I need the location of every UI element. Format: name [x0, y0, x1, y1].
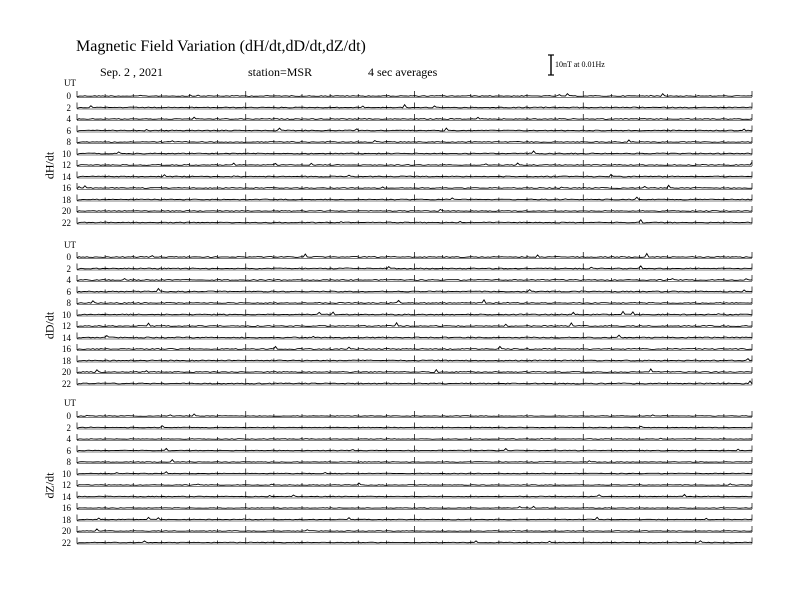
- hour-row-label: 12: [62, 321, 71, 331]
- hour-row-label: 8: [66, 457, 71, 467]
- hour-row-label: 0: [66, 252, 71, 262]
- hour-row-label: 12: [62, 160, 71, 170]
- panel-name-label: dZ/dt: [42, 472, 57, 499]
- hour-row-label: 8: [66, 298, 71, 308]
- hour-row-label: 18: [62, 194, 71, 205]
- hour-row-label: 20: [62, 367, 71, 377]
- hour-row-label: 4: [66, 275, 71, 285]
- hour-row-label: 2: [66, 102, 71, 113]
- ut-label: UT: [64, 78, 76, 88]
- hour-row-label: 2: [66, 422, 71, 433]
- hour-row-label: 22: [62, 217, 71, 228]
- panel-name-label: dH/dt: [42, 151, 57, 180]
- hour-row-label: 16: [62, 503, 71, 513]
- hour-row-label: 0: [66, 411, 71, 421]
- averaging-label: 4 sec averages: [368, 65, 438, 79]
- hour-row-label: 12: [62, 480, 71, 490]
- hour-row-label: 6: [66, 286, 71, 297]
- ut-label: UT: [64, 240, 76, 250]
- hour-row-label: 22: [62, 378, 71, 389]
- chart-title: Magnetic Field Variation (dH/dt,dD/dt,dZ/dt): [76, 38, 366, 55]
- hour-row-label: 16: [62, 344, 71, 354]
- hour-row-label: 8: [66, 137, 71, 147]
- hour-row-label: 18: [62, 514, 71, 525]
- hour-row-label: 10: [62, 148, 71, 159]
- hour-row-label: 10: [62, 309, 71, 320]
- hour-row-label: 14: [62, 171, 71, 182]
- ut-label: UT: [64, 398, 76, 408]
- hour-row-label: 0: [66, 91, 71, 101]
- hour-row-label: 14: [62, 491, 71, 502]
- hour-row-label: 22: [62, 537, 71, 548]
- date-label: Sep. 2 , 2021: [100, 65, 163, 79]
- hour-row-label: 20: [62, 526, 71, 536]
- panel-name-label: dD/dt: [42, 311, 57, 340]
- hour-row-label: 6: [66, 445, 71, 456]
- hour-row-label: 14: [62, 332, 71, 343]
- hour-row-label: 4: [66, 114, 71, 124]
- hour-row-label: 6: [66, 125, 71, 136]
- scale-bar-label: 10nT at 0.01Hz: [555, 60, 605, 69]
- hour-row-label: 4: [66, 434, 71, 444]
- hour-row-label: 18: [62, 355, 71, 366]
- hour-row-label: 10: [62, 468, 71, 479]
- hour-row-label: 20: [62, 206, 71, 216]
- hour-row-label: 2: [66, 263, 71, 274]
- hour-row-label: 16: [62, 183, 71, 193]
- station-label: station=MSR: [248, 65, 313, 79]
